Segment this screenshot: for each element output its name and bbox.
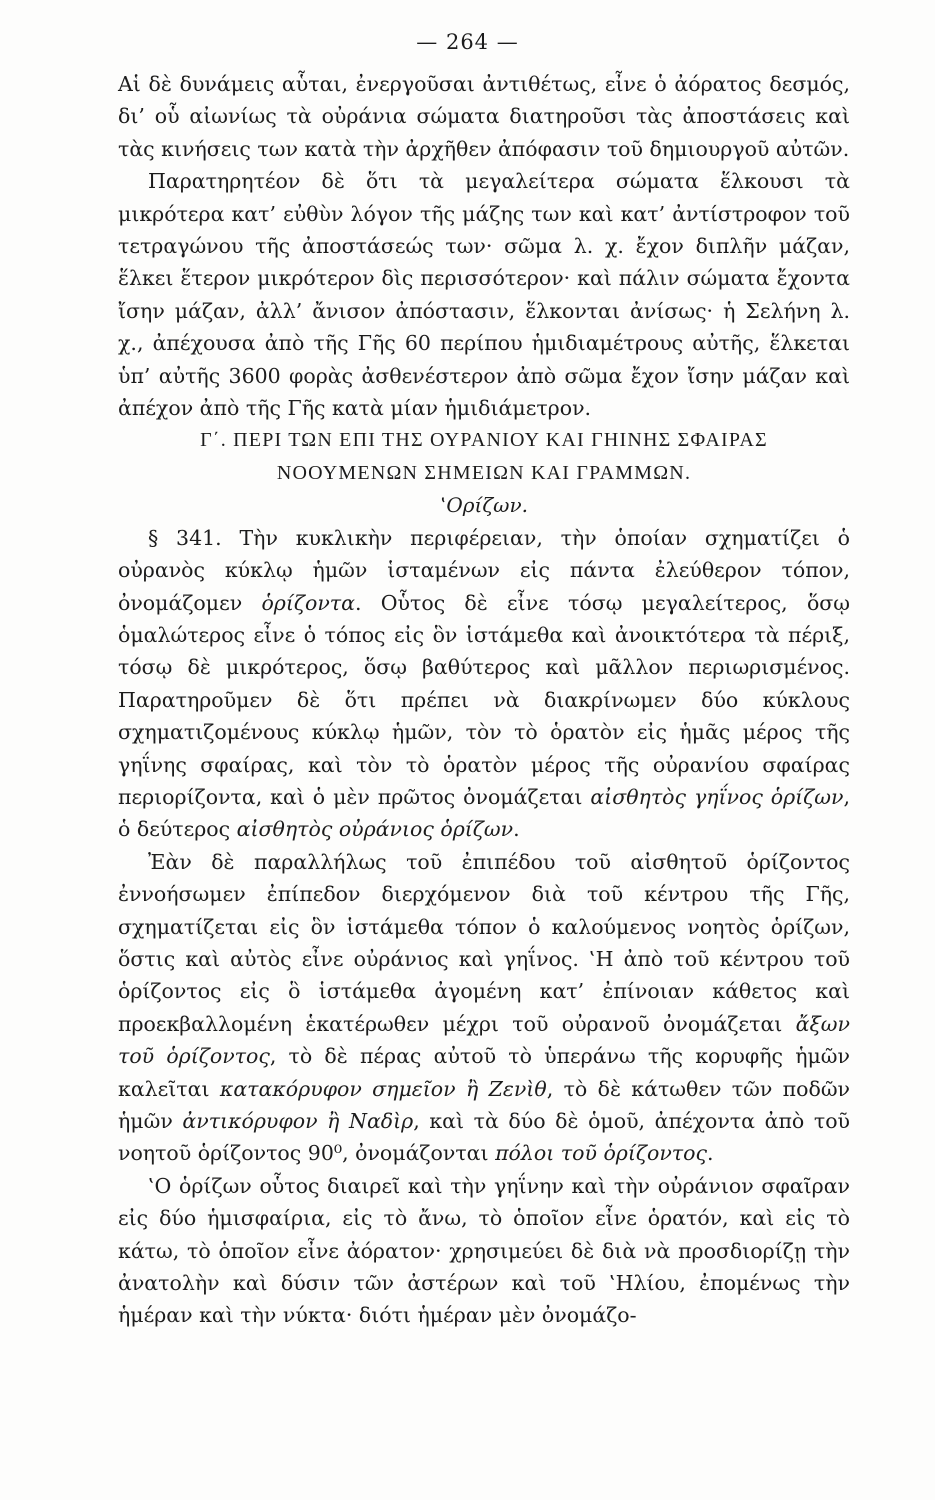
text-run: , ὁ δεύτερος	[118, 784, 850, 842]
section-heading-line-2: ΝΟΟΥΜΕΝΩΝ ΣΗΜΕΙΩΝ ΚΑΙ ΓΡΑΜΜΩΝ.	[276, 461, 692, 484]
paragraph-hemispheres: ‛Ο ὁρίζων οὗτος διαιρεῖ καὶ τὴν γηΐνην καὶ τὴν οὐράνιον σφαῖραν εἰς δύο ἡμισφαίρια, εἰς τὸ ἄνω, τὸ ὁποῖον εἶνε ὁρατόν, καὶ εἰς τὸ κάτω, τὸ ὁποῖον εἶνε ἀόρατον· χρησιμεύει δὲ διὰ νὰ προσδιορίζῃ τὴν ἀνατολὴν καὶ δύσιν τῶν ἀστέρων καὶ τοῦ ‛Ηλίου, ἐπομένως τὴν ἡμέραν καὶ τὴν νύκτα· διότι ἡμέραν μὲν ὀνομάζο-	[118, 1173, 850, 1328]
paragraph-rational-horizon	[118, 846, 850, 1170]
paragraph-forces: Αἱ δὲ δυνάμεις αὗται, ἐνεργοῦσαι ἀντιθέτως, εἶνε ὁ ἀόρατος δεσμός, δι’ οὗ αἰωνίως τὰ οὐράνια σώματα διατηροῦσι τὰς ἀποστάσεις καὶ τὰς κινήσεις των κατὰ τὴν ἀρχῆθεν ἀπόφασιν τοῦ δημιουργοῦ αὐτῶν.	[118, 72, 850, 161]
italic-term: ἄξων τοῦ ὁρίζοντος	[118, 1011, 850, 1069]
text-run: , τὸ δὲ πέρας αὐτοῦ τὸ ὑπεράνω τῆς κορυφῆς ἡμῶν καλεῖται	[118, 1044, 850, 1101]
italic-term: αἰσθητὸς οὐράνιος ὁρίζων	[236, 817, 514, 842]
italic-term: κατακόρυφον σημεῖον ἢ Ζενὶθ	[219, 1076, 547, 1101]
paragraph-horizon-definition	[118, 522, 850, 846]
page-number: — 264 —	[416, 30, 519, 54]
text-run: Ἐὰν δὲ παραλλήλως τοῦ ἐπιπέδου τοῦ αἰσθητοῦ ὁρίζοντος ἐννοήσωμεν ἐπίπεδον διερχόμενον διὰ τοῦ κέντρου τῆς Γῆς, σχηματίζεται εἰς ὃν ἱστάμεθα τόπον ὁ καλούμενος νοητὸς ὁρίζων, ὅστις καὶ αὐτὸς εἶνε οὐράνιος καὶ γηΐνος. ‛Η ἀπὸ τοῦ κέντρου τοῦ ὁρίζοντος εἰς ὃ ἱστάμεθα ἀγομένη κατ’ ἐπίνοιαν κάθετος καὶ προεκβαλλομένη ἑκατέρωθεν μέχρι τοῦ οὐρανοῦ ὀνομάζεται	[118, 849, 850, 1036]
text-run: . Οὗτος δὲ εἶνε τόσῳ μεγαλείτερος, ὅσῳ ὁμαλώτερος εἶνε ὁ τόπος εἰς ὃν ἱστάμεθα καὶ ἀνοικτότερα τὰ πέριξ, τόσῳ δὲ μικρότερος, ὅσῳ βαθύτερος καὶ μᾶλλον περιωρισμένος. Παρατηροῦμεν δὲ ὅτι πρέπει νὰ διακρίνωμεν δύο κύκλους σχηματιζομένους κύκλῳ ἡμῶν, τὸν τὸ ὁρατὸν εἰς ἡμᾶς μέρος τῆς γηΐνης σφαίρας, καὶ τὸν τὸ ὁρατὸν μέρος τῆς οὐρανίου σφαίρας περιορίζοντα, καὶ ὁ μὲν πρῶτος ὀνομάζεται	[118, 590, 851, 809]
text-run: .	[513, 817, 520, 842]
section-heading-line-1: Γ΄. ΠΕΡΙ ΤΩΝ ΕΠΙ ΤΗΣ ΟΥΡΑΝΙΟΥ ΚΑΙ ΓΗΙΝΗΣ ΣΦΑΙΡΑΣ	[200, 429, 768, 452]
text-run: , τὸ δὲ κάτωθεν τῶν ποδῶν ἡμῶν	[118, 1076, 851, 1133]
italic-term: πόλοι τοῦ ὁρίζοντος	[495, 1141, 707, 1166]
italic-term: ἀντικόρυφον ἢ Ναδὶρ	[182, 1109, 414, 1133]
text-run: .	[706, 1141, 714, 1166]
text-run: § 341. Τὴν κυκλικὴν περιφέρειαν, τὴν ὁποίαν σχηματίζει ὁ οὐρανὸς κύκλῳ ἡμῶν ἱσταμένων εἰς πάντα ἐλεύθερον τόπον, ὀνομάζομεν	[118, 525, 850, 615]
italic-term: αἰσθητὸς γηΐνος ὁρίζων	[590, 784, 844, 809]
italic-term: ὁρίζοντα	[261, 590, 355, 615]
subsection-heading: ‛Ορίζων.	[439, 493, 529, 518]
text-run: , καὶ τὰ δύο δὲ ὁμοῦ, ἀπέχοντα ἀπὸ τοῦ νοητοῦ ὁρίζοντος 90⁰, ὀνομάζονται	[118, 1109, 850, 1166]
page-body	[118, 68, 850, 1332]
paragraph-attraction: Παρατηρητέον δὲ ὅτι τὰ μεγαλείτερα σώματα ἕλκουσι τὰ μικρότερα κατ’ εὐθὺν λόγον τῆς μάζης των καὶ κατ’ ἀντίστροφον τοῦ τετραγώνου τῆς ἀποστάσεώς των· σῶμα λ. χ. ἔχον διπλῆν μάζαν, ἕλκει ἕτερον μικρότερον δὶς περισσότερον· καὶ πάλιν σώματα ἔχοντα ἴσην μάζαν, ἀλλ’ ἄνισον ἀπόστασιν, ἕλκονται ἀνίσως· ἡ Σελήνη λ. χ., ἀπέχουσα ἀπὸ τῆς Γῆς 60 περίπου ἡμιδιαμέτρους αὐτῆς, ἕλκεται ὑπ’ αὐτῆς 3600 φορὰς ἀσθενέστερον ἀπὸ σῶμα ἔχον ἴσην μάζαν καὶ ἀπέχον ἀπὸ τῆς Γῆς κατὰ μίαν ἡμιδιάμετρον.	[118, 169, 850, 421]
